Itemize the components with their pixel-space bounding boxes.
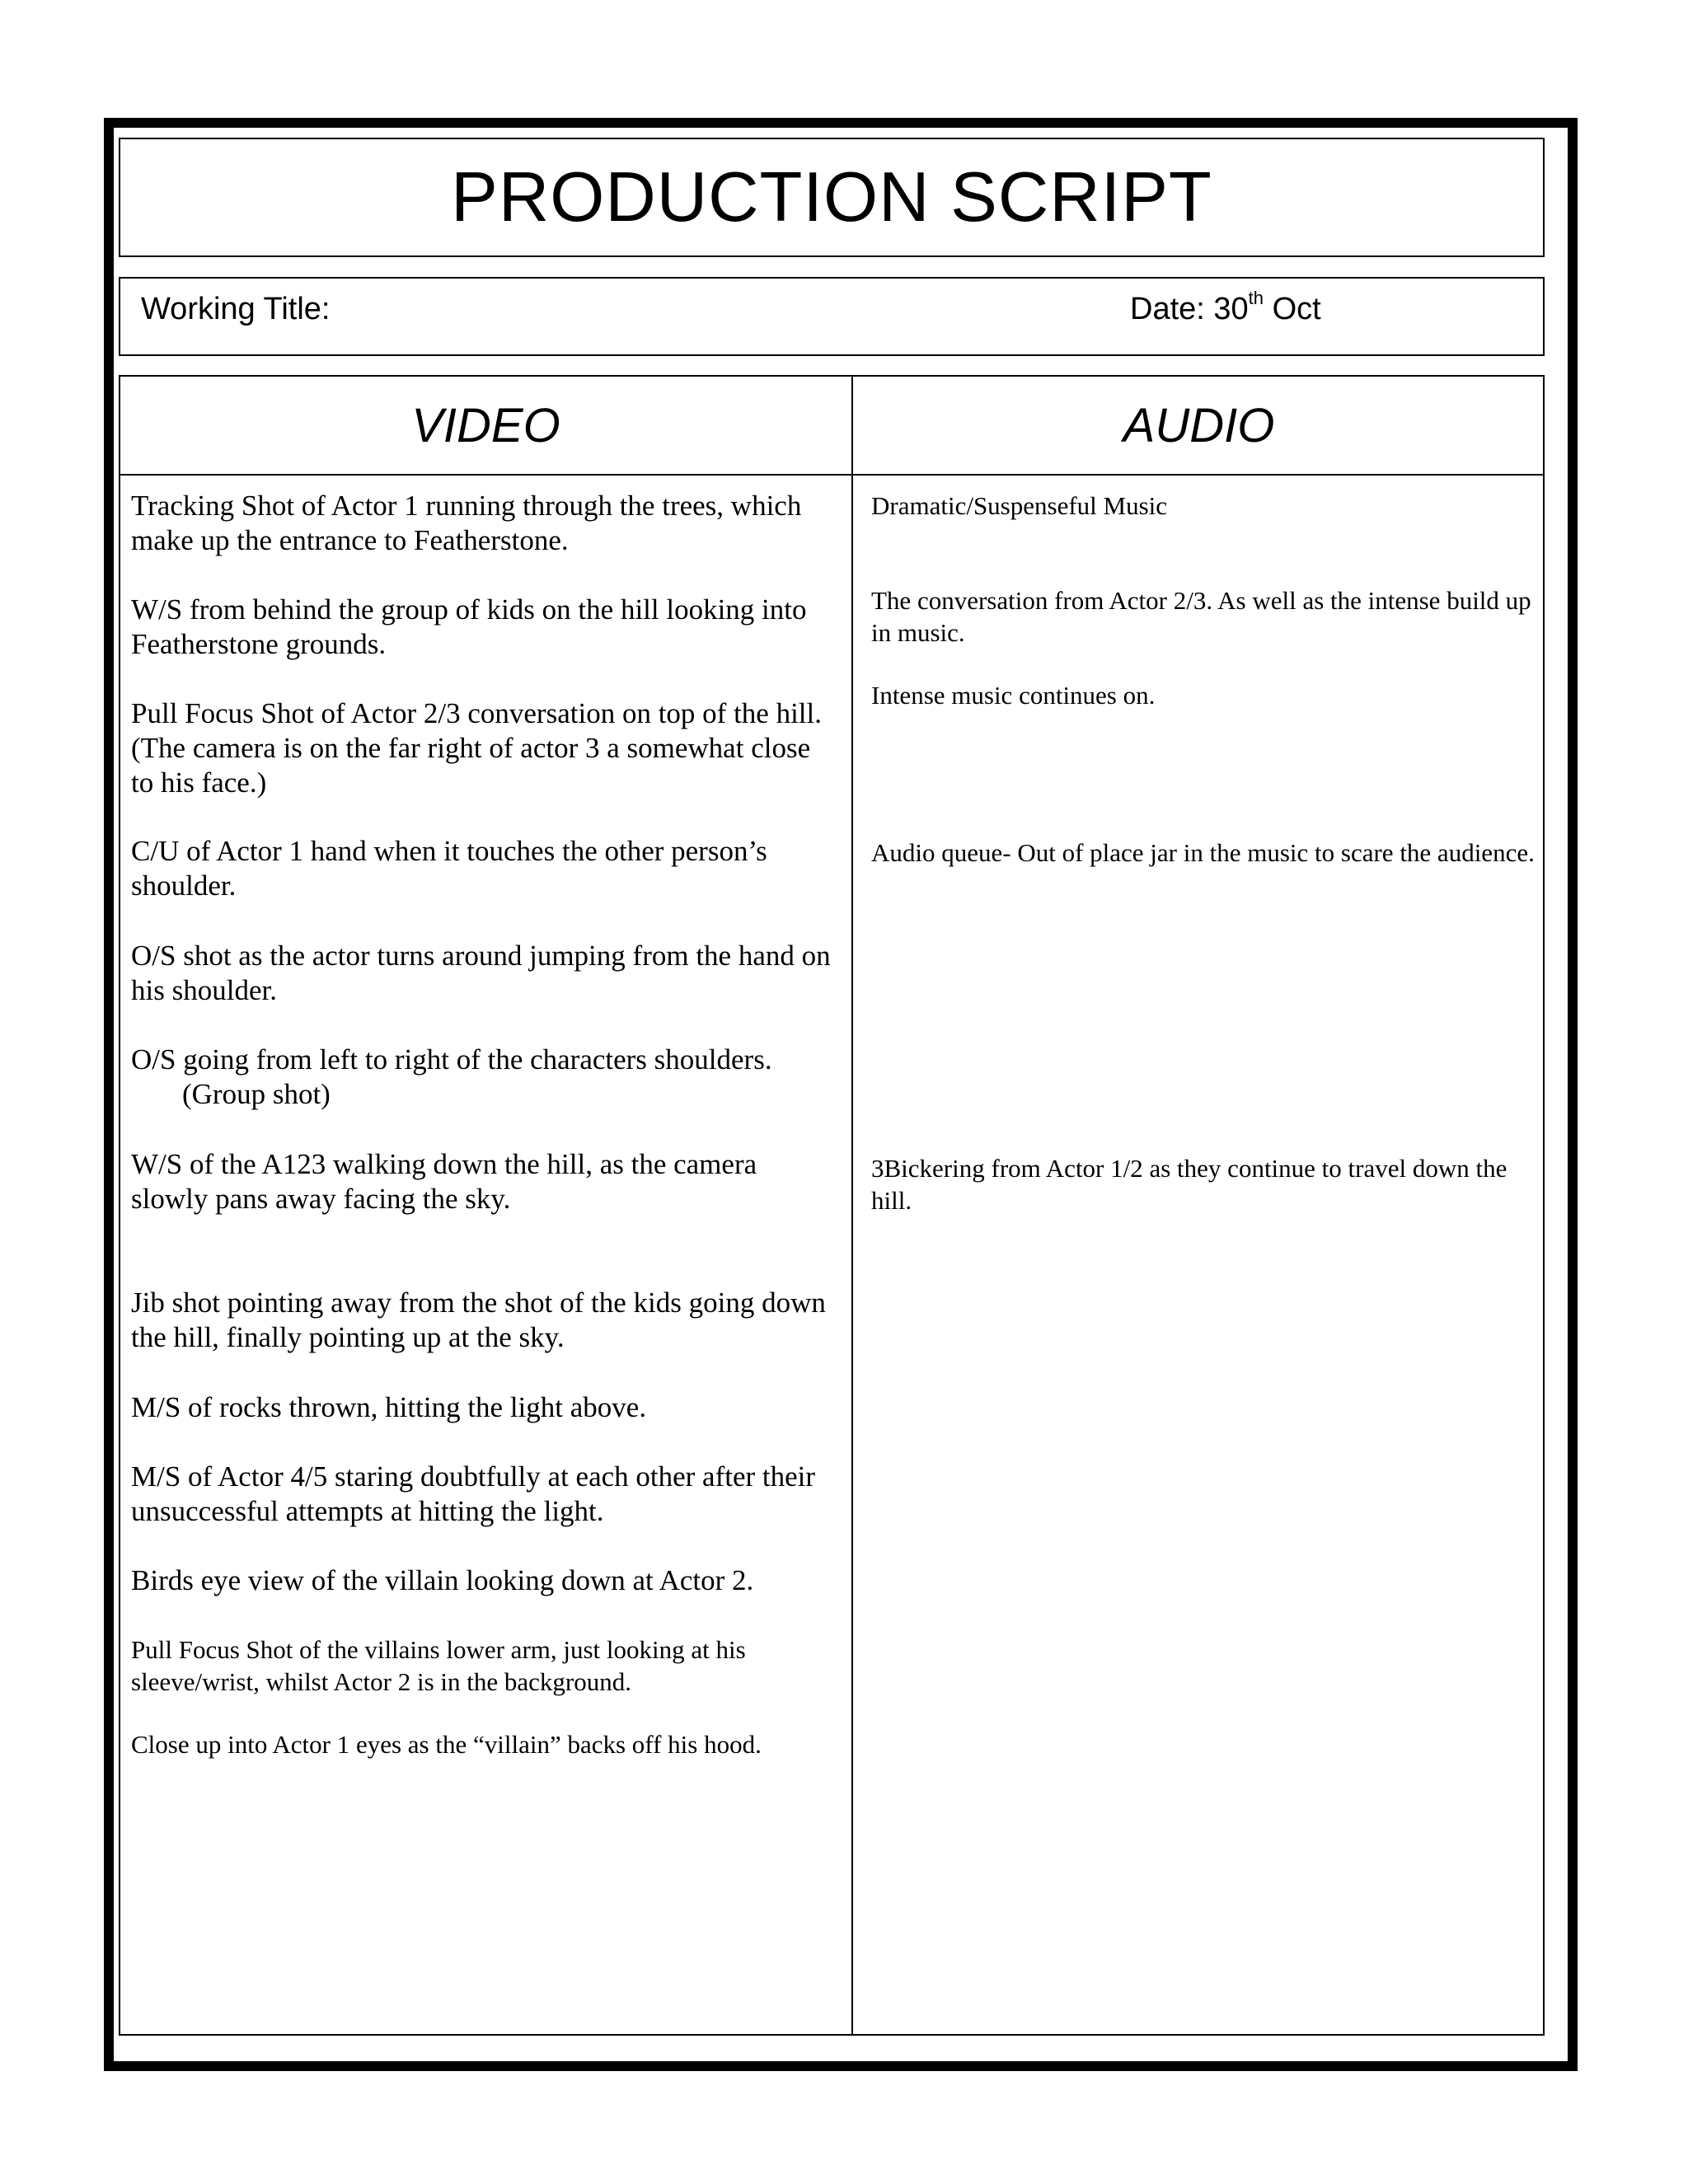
audio-entry: The conversation from Actor 2/3. As well as the intense build up in music. [871,586,1531,647]
video-entry: W/S of the A123 walking down the hill, as the camera slowly pans away facing the sky. [131,1148,757,1215]
video-entry: Close up into Actor 1 eyes as the “villain” backs off his hood. [131,1730,762,1759]
video-entry: Birds eye view of the villain looking down at Actor 2. [131,1564,754,1596]
date-month: Oct [1264,292,1321,326]
video-header: VIDEO [411,398,560,452]
video-entry: C/U of Actor 1 hand when it touches the other person’s shoulder. [131,835,767,902]
date-prefix: Date: 30 [1130,292,1249,326]
video-entry: M/S of Actor 4/5 staring doubtfully at each other after their unsuccessful attempts at hitting the light. [131,1460,816,1527]
video-entry: M/S of rocks thrown, hitting the light above. [131,1391,647,1423]
working-title-label: Working Title: [141,292,331,326]
video-entry: Pull Focus Shot of Actor 2/3 conversation on top of the hill. (The camera is on the far right of actor 3 a somewhat close to his face.) [131,697,823,799]
video-entry: Tracking Shot of Actor 1 running through the trees, which make up the entrance to Featherstone. [131,490,802,556]
date-suffix: th [1248,288,1264,308]
info-box [119,277,1545,356]
page-title: PRODUCTION SCRIPT [451,157,1212,237]
video-entry: W/S from behind the group of kids on the hill looking into Featherstone grounds. [131,593,807,660]
date-field [1130,288,1321,327]
video-entry: O/S shot as the actor turns around jumping from the hand on his shoulder. [131,940,831,1006]
audio-header: AUDIO [1123,398,1275,452]
audio-entry: Audio queue- Out of place jar in the music to scare the audience. [871,838,1535,867]
header-divider [120,474,1543,476]
column-divider [851,377,853,2034]
script-table [119,375,1545,2036]
audio-entry: Dramatic/Suspenseful Music [871,491,1168,520]
title-box [119,138,1545,257]
audio-entry: Intense music continues on. [871,681,1156,710]
audio-entry: 3Bickering from Actor 1/2 as they continue to travel down the hill. [871,1154,1507,1215]
video-entry-note: (Group shot) [182,1078,331,1110]
video-entry: Jib shot pointing away from the shot of the kids going down the hill, finally pointing up at the sky. [131,1286,826,1353]
video-entry: Pull Focus Shot of the villains lower arm, just looking at his sleeve/wrist, whilst Actor 2 is in the background. [131,1635,746,1696]
video-entry: O/S going from left to right of the characters shoulders. [131,1043,772,1076]
